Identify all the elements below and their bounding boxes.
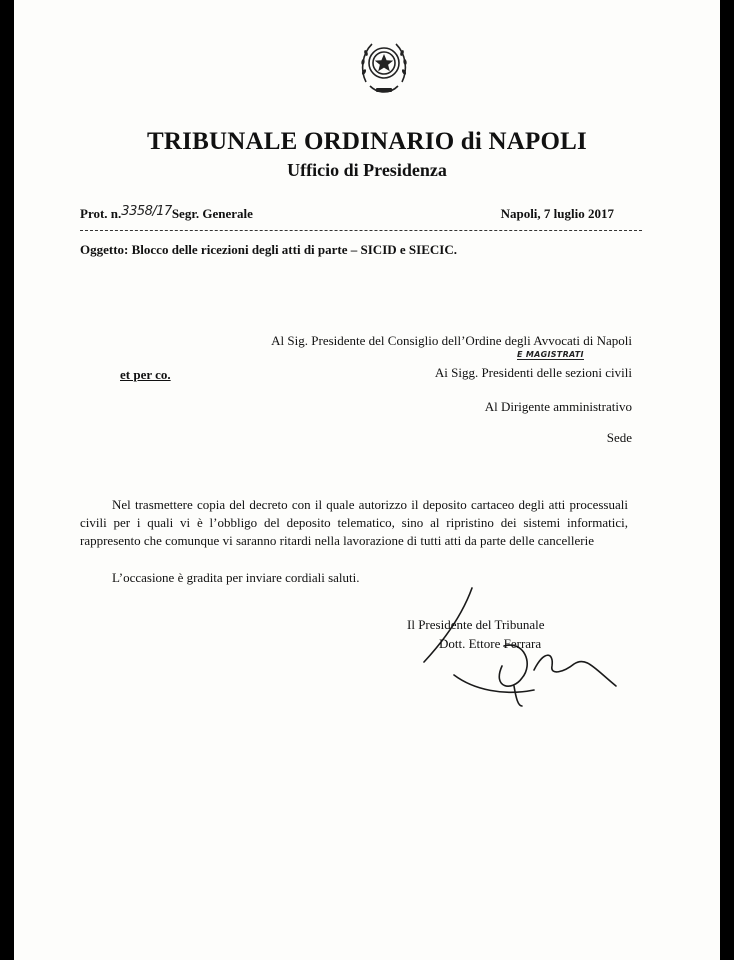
subject-line: Oggetto: Blocco delle ricezioni degli atti di parte – SICID e SIECIC. [80,242,457,257]
cc-label: et per co. [120,367,171,382]
handwritten-insert: E MAGISTRATI [517,350,584,359]
recipient-section-presidents: Ai Sigg. Presidenti delle sezioni civili [434,365,632,380]
body-paragraph: Nel trasmettere copia del decreto con il quale autorizzo il deposito cartaceo degli atti processuali civili per i quali vi è l’obbligo del deposito telematico, sino al ripristino dei sistemi informatici, rappresento che comunque vi saranno ritardi nella lavorazione di tutti atti da parte delle cancellerie [80,497,628,548]
recipient-administrative-director: Al Dirigente amministrativo [484,399,632,414]
signatory-name: Dott. Ettore Ferrara [439,636,542,651]
recipient-location: Sede [606,430,632,445]
protocol-prefix: Prot. n. [80,206,122,221]
protocol-suffix: Segr. Generale [171,206,253,221]
court-title: TRIBUNALE ORDINARIO di NAPOLI [147,128,587,155]
office-subtitle: Ufficio di Presidenza [287,160,447,180]
header-divider [80,230,642,231]
letter-body [80,496,628,550]
protocol-handwritten-number: 3358/17 [121,204,172,219]
protocol-line [80,206,253,222]
recipient-bar-council: Al Sig. Presidente del Consiglio dell’Ordine degli Avvocati di Napoli [271,333,632,348]
signatory-title: Il Presidente del Tribunale [407,617,545,632]
italian-republic-emblem-icon [358,36,410,98]
letter-date: Napoli, 7 luglio 2017 [500,206,614,221]
closing-line: L’occasione è gradita per inviare cordiali saluti. [112,570,360,585]
letter-page [14,0,720,960]
